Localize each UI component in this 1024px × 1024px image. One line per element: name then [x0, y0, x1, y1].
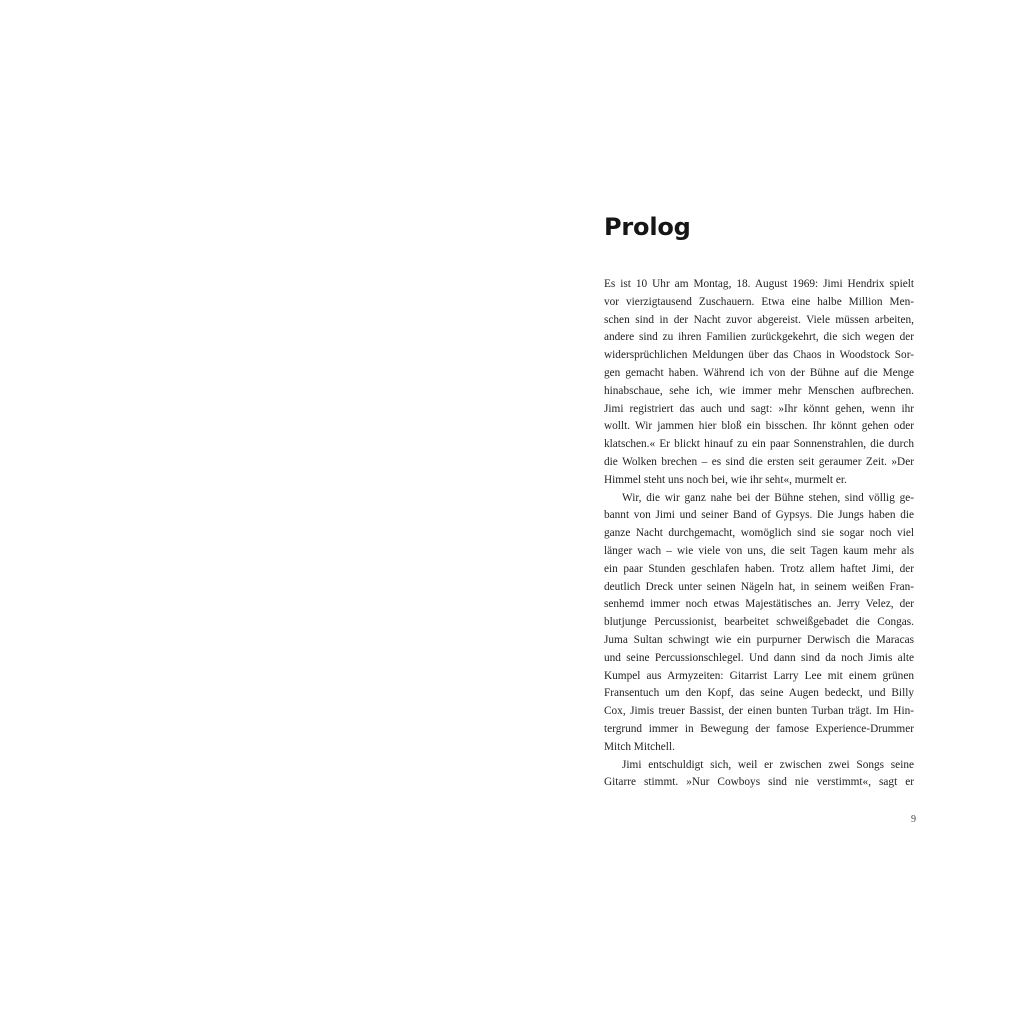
text-line: Es ist 10 Uhr am Montag, 18. August 1969: Jimi Hendrix spielt [604, 278, 914, 290]
text-line: schen sind in der Nacht zuvor abgereist. Viele müssen arbeiten, [604, 313, 914, 326]
text-line: Kumpel aus Armyzeiten: Gitarrist Larry Lee mit einem grünen [604, 669, 914, 682]
text-line: Jimi registriert das auch und sagt: »Ihr könnt gehen, wenn ihr [604, 402, 914, 415]
text-line: blutjunge Percussionist, bearbeitet schweißgebadet die Congas. [604, 616, 914, 629]
text-line: senhemd immer noch etwas Majestätisches an. Jerry Velez, der [604, 598, 914, 611]
text-line: Juma Sultan schwingt wie ein purpurner Derwisch die Maracas [604, 633, 914, 646]
text-line: hinabschaue, sehe ich, wie immer mehr Menschen aufbrechen. [604, 384, 914, 397]
text-line: länger wach – wie viele von uns, die seit Tagen kaum mehr als [604, 544, 914, 557]
text-line: widersprüchlichen Meldungen über das Chaos in Woodstock Sor- [604, 349, 914, 362]
page-number: 9 [911, 814, 916, 825]
text-line: tergrund immer in Bewegung der famose Experience-Drummer [604, 722, 914, 735]
chapter-title: Prolog [604, 213, 691, 241]
text-line: vor vierzigtausend Zuschauern. Etwa eine halbe Million Men- [604, 295, 914, 308]
paragraph [604, 757, 914, 793]
text-line: Gitarre stimmt. »Nur Cowboys sind nie verstimmt«, sagt er [604, 776, 914, 789]
body-text [604, 276, 914, 792]
text-line: und seine Percussionschlegel. Und dann sind da noch Jimis alte [604, 651, 914, 664]
text-line: die Wolken brechen – es sind die ersten seit geraumer Zeit. »Der [604, 455, 914, 468]
text-line: bannt von Jimi und seiner Band of Gypsys. Die Jungs haben die [604, 509, 914, 522]
text-line: wollt. Wir jammen hier bloß ein bisschen. Ihr könnt gehen oder [604, 420, 914, 433]
text-line: Mitch Mitchell. [604, 740, 675, 753]
text-line: Himmel steht uns noch bei, wie ihr seht«, murmelt er. [604, 473, 847, 486]
text-line: Jimi entschuldigt sich, weil er zwischen zwei Songs seine [622, 758, 914, 771]
paragraph [604, 490, 914, 757]
text-line: deutlich Dreck unter seinen Nägeln hat, in seinem weißen Fran- [604, 580, 914, 593]
text-line: andere sind zu ihren Familien zurückgekehrt, die sich wegen der [604, 331, 914, 344]
text-line: ganze Nacht durchgemacht, womöglich sind sie sogar noch viel [604, 527, 914, 540]
text-line: ein paar Stunden geschlafen haben. Trotz allem haftet Jimi, der [604, 562, 914, 575]
text-line: gen gemacht haben. Während ich von der Bühne auf die Menge [604, 366, 914, 379]
text-line: Wir, die wir ganz nahe bei der Bühne stehen, sind völlig ge- [622, 491, 914, 504]
text-line: Cox, Jimis treuer Bassist, der einen bunten Turban trägt. Im Hin- [604, 705, 914, 718]
paragraph [604, 276, 914, 490]
text-line: klatschen.« Er blickt hinauf zu ein paar Sonnenstrahlen, die durch [604, 438, 914, 451]
text-line: Fransentuch um den Kopf, das seine Augen bedeckt, und Billy [604, 687, 914, 700]
